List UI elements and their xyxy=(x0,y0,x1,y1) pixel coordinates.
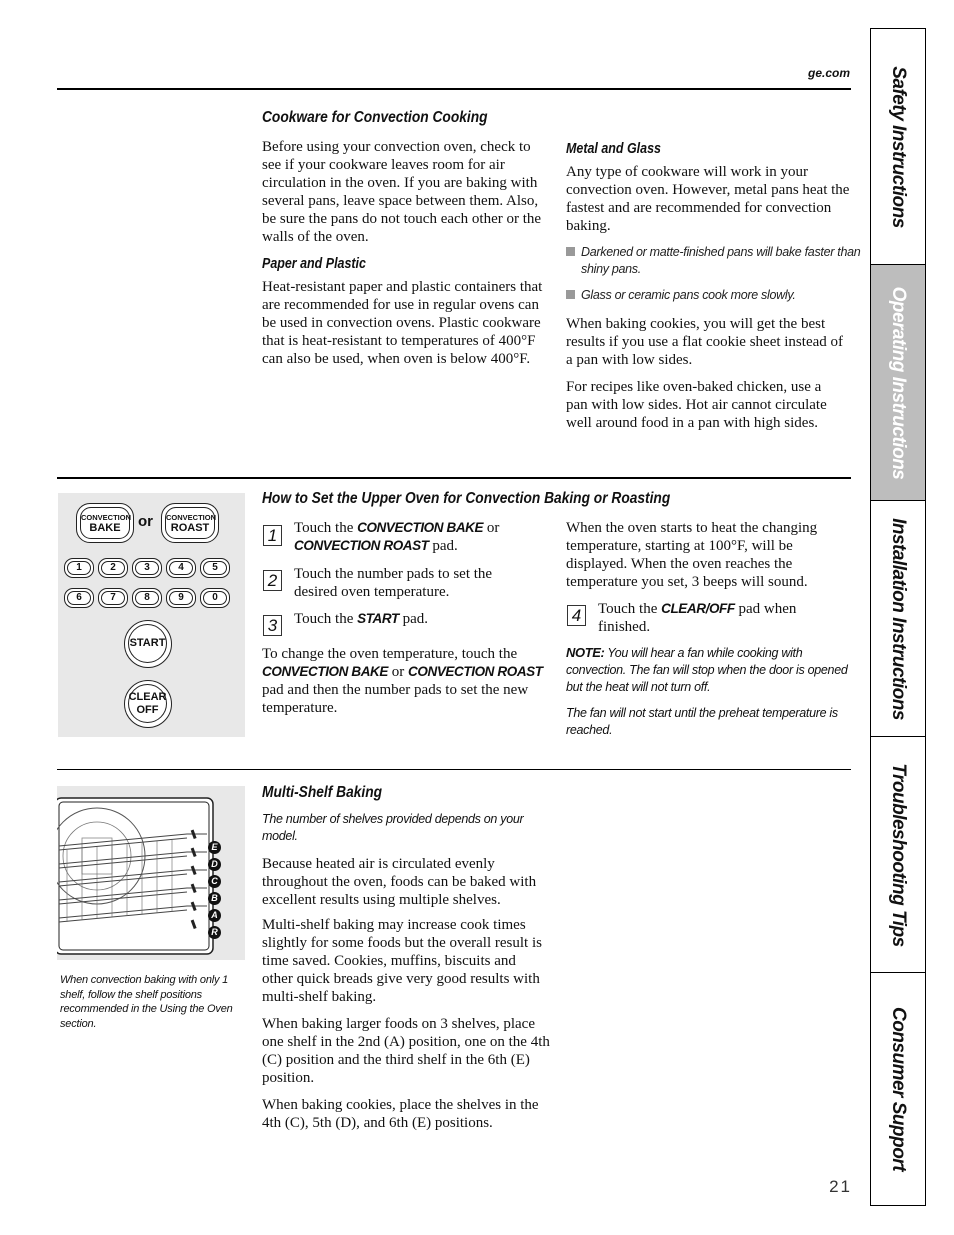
number-pad-0: 0 xyxy=(200,588,230,608)
tab-label: Installation Instructions xyxy=(888,517,909,720)
convection-bake-keyword: CONVECTION BAKE xyxy=(357,520,484,535)
step-2-box: 2 xyxy=(263,570,282,591)
number-pad-6: 6 xyxy=(64,588,94,608)
multishelf-p1: Because heated air is circulated evenly throughout the oven, foods can be baked with excellent results using multiple shelves. xyxy=(262,856,537,908)
tab-label: Consumer Support xyxy=(888,1006,909,1172)
side-tabs xyxy=(870,28,926,1206)
start-pad: START xyxy=(124,620,172,668)
convection-roast-pad xyxy=(161,503,219,543)
number-pad-7: 7 xyxy=(98,588,128,608)
number-pad-2: 2 xyxy=(98,558,128,578)
step-4-text: Touch the CLEAR/OFF pad when finished. xyxy=(598,601,797,635)
bullet-glass: Glass or ceramic pans cook more slowly. xyxy=(566,287,850,304)
step-3-text: Touch the START pad. xyxy=(294,611,429,627)
tab-operating[interactable] xyxy=(871,265,925,501)
shelf-letter-e: E xyxy=(208,841,221,854)
control-panel-illustration xyxy=(58,493,245,737)
tab-installation[interactable] xyxy=(871,501,925,737)
metal-title: Metal and Glass xyxy=(566,141,661,157)
tab-safety[interactable] xyxy=(871,29,925,265)
multishelf-p3: When baking larger foods on 3 shelves, place one shelf in the 2nd (A) position, one on the 4th (C) position and the third shelf in the 6th (E) position. xyxy=(262,1016,550,1086)
shelf-letter-r: R xyxy=(208,926,221,939)
bullet-square xyxy=(566,247,575,256)
step-4-box: 4 xyxy=(567,605,586,626)
tab-troubleshooting[interactable] xyxy=(871,737,925,973)
tab-consumer[interactable] xyxy=(871,973,925,1205)
or-label: or xyxy=(138,513,153,530)
paper-title: Paper and Plastic xyxy=(262,256,366,272)
top-rule xyxy=(57,88,851,90)
step-2-text: Touch the number pads to set the desired oven temperature. xyxy=(294,566,493,600)
page-number: 21 xyxy=(829,1177,852,1196)
fan-preheat-note: The fan will not start until the preheat temperature is reached. xyxy=(566,706,838,737)
number-pad-1: 1 xyxy=(64,558,94,578)
mid-rule-1 xyxy=(57,477,851,479)
change-temp-text: To change the oven temperature, touch the CONVECTION BAKE or CONVECTION ROAST pad and then the number pads to set the new temperature. xyxy=(262,646,543,716)
cookware-intro: Before using your convection oven, check to see if your cookware leaves room for air circulation in the oven. If you are baking with several pans, leave space between them. Also, be sure the pans do not touch each other or the walls of the oven. xyxy=(262,139,542,245)
mid-rule-2 xyxy=(57,769,851,770)
site-url: ge.com xyxy=(807,66,850,80)
tab-label: Operating Instructions xyxy=(888,286,909,479)
multishelf-title: Multi-Shelf Baking xyxy=(262,784,383,801)
bullet-square xyxy=(566,290,575,299)
tab-label: Safety Instructions xyxy=(888,65,909,228)
shelves-depends-note: The number of shelves provided depends on your model. xyxy=(262,812,524,843)
shelf-letter-b: B xyxy=(208,892,221,905)
metal-text: Any type of cookware will work in your convection oven. However, metal pans heat the fastest and are recommended for convection baking. xyxy=(566,164,850,234)
number-pad-9: 9 xyxy=(166,588,196,608)
clear-off-pad: CLEAR OFF xyxy=(124,680,172,728)
cookies-text: When baking cookies, you will get the best results if you use a flat cookie sheet instead of a pan with low sides. xyxy=(566,316,844,368)
number-pad-3: 3 xyxy=(132,558,162,578)
shelf-caption: When convection baking with only 1 shelf, follow the shelf positions recommended in the Using the Oven section. xyxy=(60,974,233,1030)
fan-note: NOTE: You will hear a fan while cooking with convection. The fan will stop when the door is opened but the heat will not turn off. xyxy=(566,645,848,694)
chicken-text: For recipes like oven-baked chicken, use a pan with low sides. Hot air cannot circulate well around food in a pan with high sides. xyxy=(566,379,827,431)
multishelf-p2: Multi-shelf baking may increase cook times slightly for some foods but the overall result is time saved. Cookies, muffins, biscuits and other quick breads give very good results with multi-shelf baking. xyxy=(262,917,542,1005)
convection-roast-keyword: CONVECTION ROAST xyxy=(294,538,429,553)
step-1-box: 1 xyxy=(263,525,282,546)
cookware-title: Cookware for Convection Cooking xyxy=(262,109,488,126)
tab-label: Troubleshooting Tips xyxy=(888,762,909,947)
clear-off-keyword: CLEAR/OFF xyxy=(661,601,735,616)
bullet-darkened: Darkened or matte-finished pans will bake faster than shiny pans. xyxy=(566,244,865,278)
oven-shelf-illustration xyxy=(57,786,245,960)
shelf-letter-d: D xyxy=(208,858,221,871)
step-1-text: Touch the CONVECTION BAKE or CONVECTION ROAST pad. xyxy=(294,520,500,554)
pad-face: CONVECTION BAKE xyxy=(80,507,130,539)
start-keyword: START xyxy=(357,611,399,626)
convection-bake-pad xyxy=(76,503,134,543)
step-3-box: 3 xyxy=(263,615,282,636)
number-pad-5: 5 xyxy=(200,558,230,578)
howto-title: How to Set the Upper Oven for Convection Baking or Roasting xyxy=(262,490,671,507)
number-pad-4: 4 xyxy=(166,558,196,578)
number-pad-8: 8 xyxy=(132,588,162,608)
multishelf-p4: When baking cookies, place the shelves in the 4th (C), 5th (D), and 6th (E) positions. xyxy=(262,1097,539,1131)
paper-text: Heat-resistant paper and plastic containers that are recommended for use in regular ovens can be used in convection ovens. Plastic cookware that is heat-resistant to temperatures of 400°F can also be used, when oven is below 400°F. xyxy=(262,279,543,367)
pad-face: CONVECTION ROAST xyxy=(165,507,215,539)
shelf-letter-a: A xyxy=(208,909,221,922)
shelf-letter-c: C xyxy=(208,875,221,888)
oven-starts-text: When the oven starts to heat the changing temperature, starting at 100°F, will be displayed. When the oven reaches the temperature you set, 3 beeps will sound. xyxy=(566,520,818,590)
